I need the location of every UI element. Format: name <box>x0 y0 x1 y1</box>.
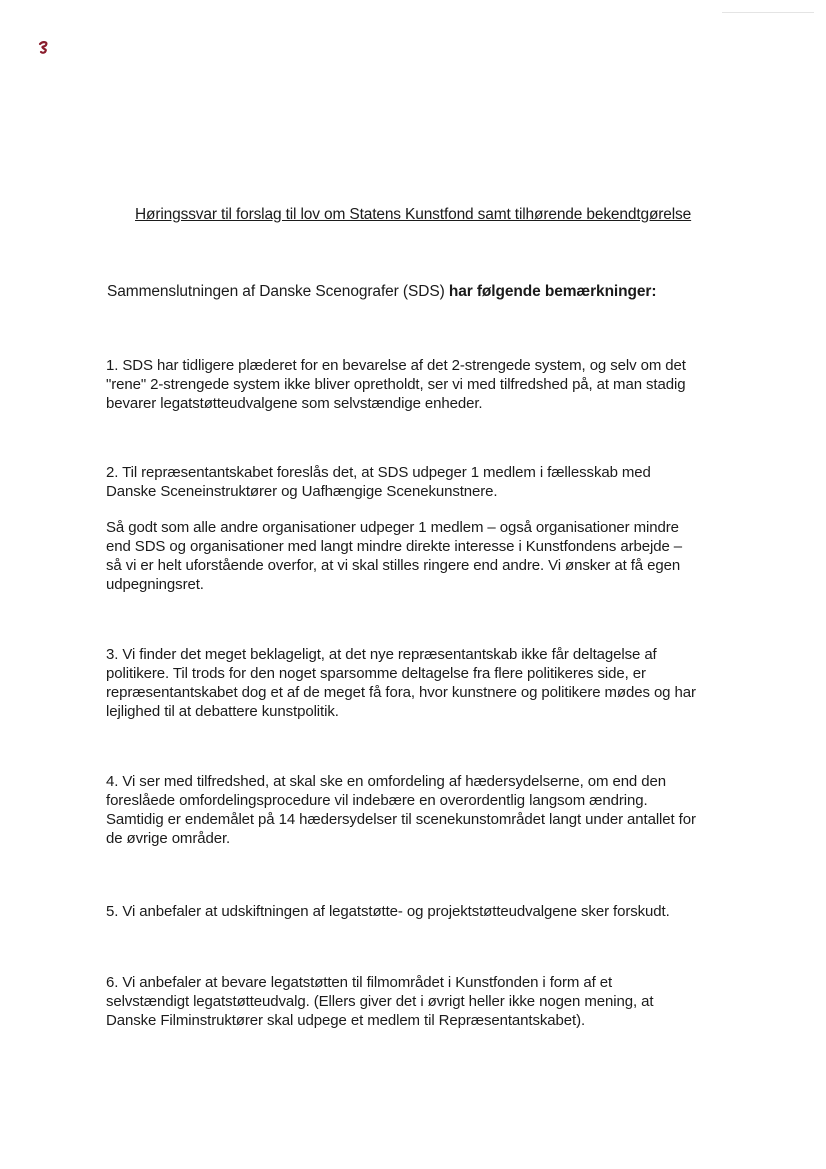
paragraph-4 <box>106 772 756 848</box>
paragraph-line: så vi er helt uforstående overfor, at vi skal stilles ringere end andre. Vi ønsker at få egen <box>106 557 681 574</box>
paragraph-line: de øvrige områder. <box>106 830 231 847</box>
paragraph-line: Så godt som alle andre organisationer udpeger 1 medlem – også organisationer mindre <box>106 519 679 536</box>
paragraph-2b <box>106 518 756 594</box>
paragraph-6 <box>106 973 756 1030</box>
paragraph-line: 5. Vi anbefaler at udskiftningen af legatstøtte- og projektstøtteudvalgene sker forskudt. <box>106 903 670 920</box>
intro-prefix: Sammenslutningen af Danske Scenografer (SDS) <box>107 283 449 300</box>
paragraph-line: Danske Sceneinstruktører og Uafhængige Scenekunstnere. <box>106 483 498 500</box>
paragraph-line: 2. Til repræsentantskabet foreslås det, at SDS udpeger 1 medlem i fællesskab med <box>106 464 651 481</box>
ink-mark-icon <box>37 40 51 56</box>
paragraph-line: end SDS og organisationer med langt mindre direkte interesse i Kunstfondens arbejde – <box>106 538 683 555</box>
paragraph-line: 6. Vi anbefaler at bevare legatstøtten til filmområdet i Kunstfonden i form af et <box>106 974 613 991</box>
paragraph-line: 1. SDS har tidligere plæderet for en bevarelse af det 2-strengede system, og selv om det <box>106 357 686 374</box>
paragraph-line: lejlighed til at debattere kunstpolitik. <box>106 703 339 720</box>
paragraph-line: repræsentantskabet dog et af de meget få fora, hvor kunstnere og politikere mødes og har <box>106 684 696 701</box>
paragraph-line: foreslåede omfordelingsprocedure vil indebære en overordentlig langsom ændring. <box>106 792 648 809</box>
paragraph-line: Samtidig er endemålet på 14 hædersydelser til scenekunstområdet langt under antallet for <box>106 811 696 828</box>
scan-edge-line <box>722 12 814 13</box>
paragraph-line: selvstændigt legatstøtteudvalg. (Ellers giver det i øvrigt heller ikke nogen mening, at <box>106 993 654 1010</box>
paragraph-3 <box>106 645 756 721</box>
paragraph-line: 3. Vi finder det meget beklageligt, at det nye repræsentantskab ikke får deltagelse af <box>106 646 657 663</box>
intro-line <box>107 283 656 301</box>
paragraph-1 <box>106 356 756 413</box>
paragraph-line: 4. Vi ser med tilfredshed, at skal ske en omfordeling af hædersydelserne, om end den <box>106 773 666 790</box>
paragraph-line: Danske Filminstruktører skal udpege et medlem til Repræsentantskabet). <box>106 1012 586 1029</box>
paragraph-line: politikere. Til trods for den noget sparsomme deltagelse fra flere politikeres side, er <box>106 665 646 682</box>
paragraph-2 <box>106 463 756 501</box>
paragraph-line: "rene" 2-strengede system ikke bliver opretholdt, ser vi med tilfredshed på, at man stadig <box>106 376 686 393</box>
paragraph-line: udpegningsret. <box>106 576 204 593</box>
document-title: Høringssvar til forslag til lov om Statens Kunstfond samt tilhørende bekendtgørelse <box>135 206 692 223</box>
intro-bold: har følgende bemærkninger: <box>448 283 657 300</box>
paragraph-5 <box>106 902 756 921</box>
paragraph-line: bevarer legatstøtteudvalgene som selvstændige enheder. <box>106 395 483 412</box>
